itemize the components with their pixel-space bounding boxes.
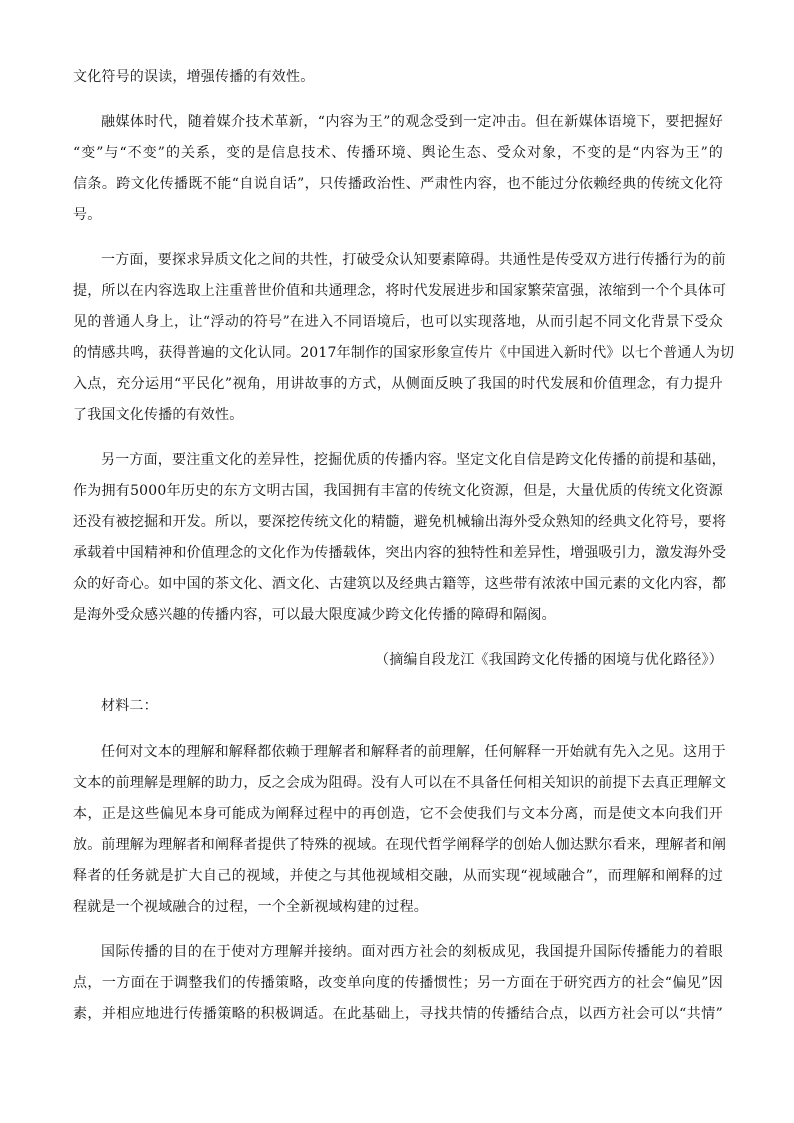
- text-line: 的情感共鸣，获得普遍的文化认同。2017年制作的国家形象宣传片《中国进入新时代》以七个普通人为切: [73, 345, 735, 361]
- text-line: 文本的前理解是理解的助力，反之会成为阻碍。没有人可以在不具备任何相关知识的前提下去真正理解文: [73, 775, 727, 791]
- text-line: 众的好奇心。如中国的茶文化、酒文化、古建筑以及经典古籍等，这些带有浓浓中国元素的文化内容，都: [73, 576, 727, 592]
- text-line: 素，并相应地进行传播策略的积极调适。在此基础上，寻找共情的传播结合点，以西方社会可以“共情”: [73, 1006, 723, 1022]
- source-citation: （摘编自段龙江《我国跨文化传播的困境与优化路径》）: [375, 652, 723, 668]
- text-line: 号。: [73, 207, 102, 223]
- paragraph-first-line: 国际传播的目的在于使对方理解并接纳。面对西方社会的刻板成见，我国提升国际传播能力的着眼: [101, 944, 723, 960]
- paragraph-first-line: 另一方面，要注重文化的差异性，挖掘优质的传播内容。坚定文化自信是跨文化传播的前提和基础，: [101, 452, 726, 468]
- paragraph-first-line: 融媒体时代，随着媒介技术革新，“内容为王”的观念受到一定冲击。但在新媒体语境下，要把握好: [101, 114, 723, 130]
- text-line: 放。前理解为理解者和阐释者提供了特殊的视域。在现代哲学阐释学的创始人伽达默尔看来，理解者和阐: [73, 837, 727, 853]
- text-line: 文化符号的误读，增强传播的有效性。: [73, 69, 315, 85]
- paragraph-first-line: 任何对文本的理解和解释都依赖于理解者和解释者的前理解，任何解释一开始就有先入之见。这用于: [101, 744, 726, 760]
- text-line: 承载着中国精神和价值理念的文化作为传播载体，突出内容的独特性和差异性，增强吸引力，激发海外受: [73, 545, 727, 561]
- text-line: 程就是一个视域融合的过程，一个全新视域构建的过程。: [73, 899, 428, 915]
- section-heading: 材料二：: [101, 698, 158, 714]
- text-line: 点，一方面在于调整我们的传播策略，改变单向度的传播惯性；另一方面在于研究西方的社会“偏见”因: [73, 975, 723, 991]
- paragraph-first-line: 一方面，要探求异质文化之间的共性，打破受众认知要素障碍。共通性是传受双方进行传播行为的前: [101, 252, 726, 268]
- text-line: 入点，充分运用“平民化”视角，用讲故事的方式，从侧面反映了我国的时代发展和价值理念，有力提升: [73, 376, 723, 392]
- text-line: 释者的任务就是扩大自己的视域，并使之与其他视域相交融，从而实现“视域融合”，而理解和阐释的过: [73, 868, 723, 884]
- text-line: 提，所以在内容选取上注重普世价值和共通理念，将时代发展进步和国家繁荣富强，浓缩到一个个具体可: [73, 283, 727, 299]
- text-line: 见的普通人身上，让“浮动的符号”在进入不同语境后，也可以实现落地，从而引起不同文化背景下受众: [73, 314, 723, 330]
- text-line: 作为拥有5000年历史的东方文明古国，我国拥有丰富的传统文化资源，但是，大量优质的传统文化资源: [73, 483, 723, 499]
- text-line: 信条。跨文化传播既不能“自说自话”，只传播政治性、严肃性内容，也不能过分依赖经典的传统文化符: [73, 176, 723, 192]
- text-line: 还没有被挖掘和开发。所以，要深挖传统文化的精髓，避免机械输出海外受众熟知的经典文化符号，要将: [73, 514, 727, 530]
- text-line: “变”与“不变”的关系，变的是信息技术、传播环境、舆论生态、受众对象，不变的是“内容为王”的: [73, 145, 723, 161]
- text-line: 是海外受众感兴趣的传播内容，可以最大限度减少跨文化传播的障碍和隔阂。: [73, 607, 556, 623]
- text-line: 本，正是这些偏见本身可能成为阐释过程中的再创造，它不会使我们与文本分离，而是使文本向我们开: [73, 806, 723, 822]
- text-line: 了我国文化传播的有效性。: [73, 407, 244, 423]
